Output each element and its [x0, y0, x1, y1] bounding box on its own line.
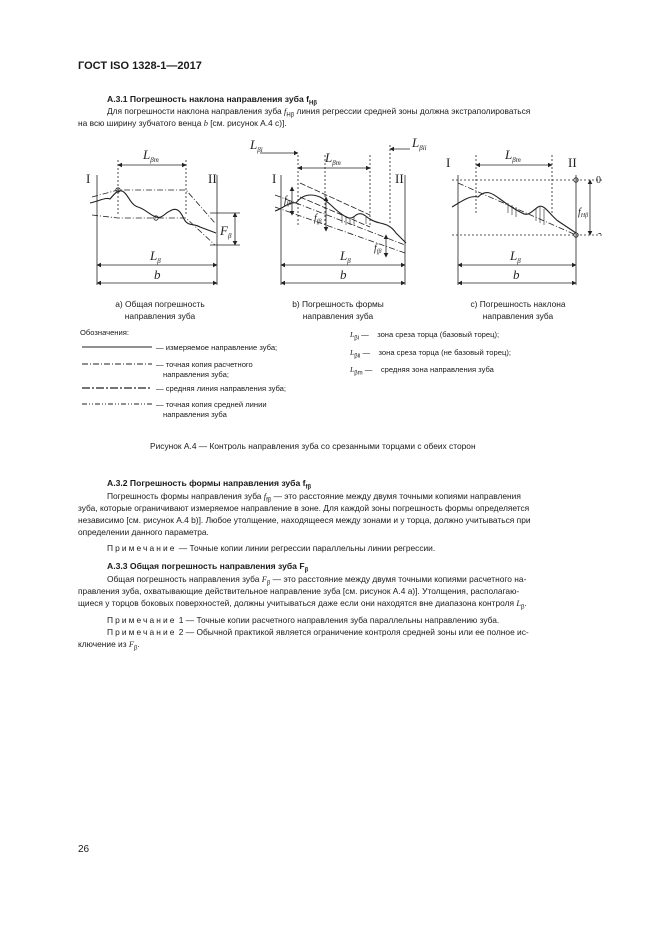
- label-b-Lbm: $L_{\beta m}$: [325, 150, 341, 167]
- section-a32-title: A.3.2 Погрешность формы направления зуба $f_{f\beta}$: [107, 478, 312, 491]
- label-c-Lbm: $L_{\beta m}$: [505, 147, 521, 164]
- label-b-Lbii: $L_{\beta ii}$: [412, 135, 427, 152]
- label-b-Lbi: $L_{\beta i}$: [250, 137, 263, 154]
- label-b-II: II: [395, 171, 404, 186]
- label-c-b: b: [513, 267, 520, 282]
- label-a-II: II: [208, 171, 217, 186]
- legend-mean-copy-1: — точная копия средней линии: [156, 400, 267, 409]
- legend-title: Обозначения:: [80, 328, 129, 337]
- legend-measured: — измеряемое направление зуба;: [156, 343, 278, 352]
- section-a32-line2: зуба, которые ограничивают измеряемое направление в зоне. Для каждой зоны погрешность формы определяется: [78, 503, 530, 513]
- label-c-fHb: $f_{H\beta}$: [578, 207, 589, 219]
- section-a33-line1: Общая погрешность направления зуба $F_\beta$ — это расстояние между двумя точными копиями расчетного на-: [107, 574, 527, 587]
- section-a33-line2: правления зуба, охватывающие действительное направление зуба [см. рисунок A.4 a)]. Утолщения, располагаю-: [78, 586, 520, 596]
- figure-a4-diagrams: [70, 135, 630, 295]
- section-a32-line3: независимо [см. рисунок A.4 b)]. Любое утолщение, находящееся между зонами и у торца, должно учитываться при: [78, 515, 531, 525]
- section-a31-text-line2: на всю ширину зубчатого венца b [см. рисунок A.4 c)].: [78, 118, 287, 128]
- label-c-zero: 0: [596, 175, 601, 186]
- section-a33-note2-line2: ключение из $F_\beta$.: [78, 639, 140, 652]
- label-a-I: I: [86, 171, 91, 186]
- document-header: ГОСТ ISO 1328-1—2017: [78, 60, 202, 72]
- legend-mean-line: — средняя линия направления зуба;: [156, 384, 287, 393]
- label-b-ffb-1: $f_{f\beta}$: [284, 195, 292, 207]
- label-b-Lb: $L_\beta$: [340, 248, 351, 265]
- label-c-minus: -: [598, 228, 602, 239]
- diagram-a-total-error: [90, 160, 240, 285]
- label-c-I: I: [446, 155, 451, 170]
- section-a33-title: A.3.3 Общая погрешность направления зуба $F_\beta$: [107, 561, 309, 574]
- figure-caption: Рисунок A.4 — Контроль направления зуба со срезанными торцами с обеих сторон: [150, 441, 476, 451]
- legend-zone-ii: $L_{\beta ii}$ — зона среза торца (не базовый торец);: [350, 348, 511, 360]
- legend-line-samples: [80, 340, 155, 415]
- caption-c: с) Погрешность наклона направления зуба: [470, 299, 566, 321]
- legend-design-copy-1: — точная копия расчетного: [156, 360, 253, 369]
- section-a31-title: A.3.1 Погрешность наклона направления зуба $f_{H\beta}$: [107, 94, 317, 107]
- page-number: 26: [78, 844, 90, 855]
- section-a31-text-line1: Для погрешности наклона направления зуба $f_{H\beta}$ линия регрессии средней зоны должна экстраполироваться: [107, 106, 531, 119]
- caption-a: а) Общая погрешность направления зуба: [115, 299, 205, 321]
- label-b-I: I: [272, 171, 277, 186]
- label-b-ffb-3: $f_{f\beta}$: [374, 243, 382, 255]
- legend-design-copy-2: направления зуба;: [163, 370, 229, 379]
- section-a32-line1: Погрешность формы направления зуба $f_{f\beta}$ — это расстояние между двумя точными копиями направления: [107, 491, 521, 504]
- label-b-ffb-2: $f_{f\beta}$: [314, 213, 322, 225]
- section-a33-note1: Примечание 1 — Точные копии расчетного направления зуба параллельны направлению зуба.: [107, 615, 500, 625]
- caption-b: b) Погрешность формы направления зуба: [292, 299, 384, 321]
- label-a-Lbm: $L_{\beta m}$: [143, 147, 159, 164]
- section-a33-note2-line1: Примечание 2 — Обычной практикой является ограничение контроля средней зоны или ее полное ис-: [107, 627, 529, 637]
- section-a32-note: Примечание — Точные копии линии регрессии параллельны линии регрессии.: [107, 543, 436, 553]
- section-a32-line4: определении данного параметра.: [78, 527, 209, 537]
- section-a33-line3: щиеся у торцов боковых поверхностей, должны учитываться даже если они находятся вне диапазона контроля $L_\beta$.: [78, 598, 527, 611]
- label-c-II: II: [568, 155, 577, 170]
- label-c-Lb: $L_\beta$: [510, 248, 521, 265]
- label-a-b: b: [154, 267, 161, 282]
- label-b-b: b: [340, 267, 347, 282]
- legend-zone-m: $L_{\beta m}$ — средняя зона направления зуба: [350, 365, 494, 377]
- label-a-Lb: $L_\beta$: [150, 248, 161, 265]
- diagram-c-slope-error: [452, 155, 604, 285]
- legend-zone-i: $L_{\beta i}$ — зона среза торца (базовый торец);: [350, 330, 500, 342]
- legend-mean-copy-2: направления зуба: [163, 410, 227, 419]
- label-a-Fb: $F_\beta$: [220, 223, 232, 240]
